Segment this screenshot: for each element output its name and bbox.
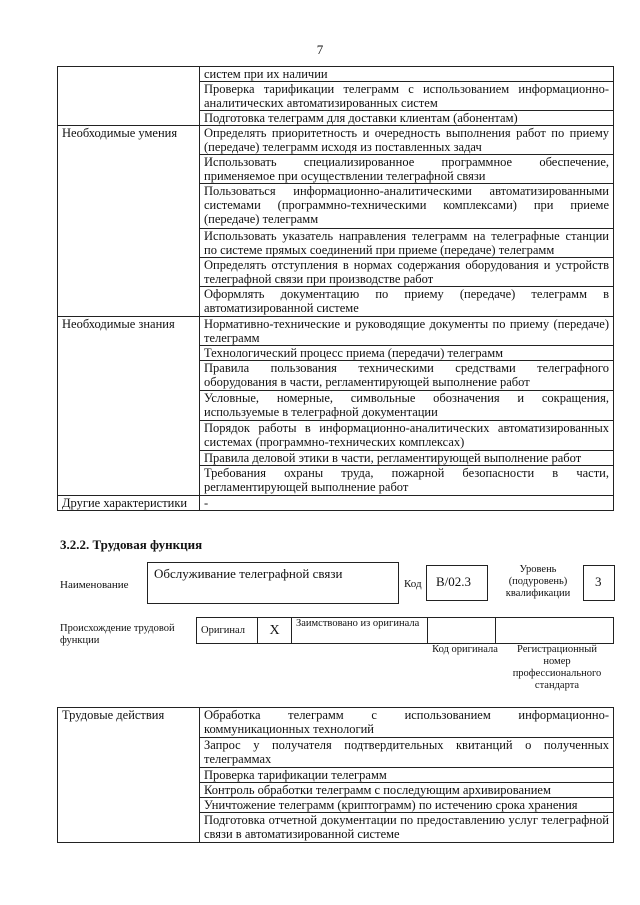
code-value: B/02.3 <box>436 574 472 589</box>
table-cell: - <box>200 496 614 511</box>
requirements-table <box>57 66 614 511</box>
table-cell: систем при их наличии <box>200 67 614 82</box>
labor-actions-table <box>57 707 614 843</box>
name-box <box>147 562 399 604</box>
reg-number-caption: Регистрационный номер профессионального стандарта <box>512 644 602 691</box>
table-cell: Условные, номерные, символьные обозначения и сокращения, используемые в телеграфной документации <box>200 391 614 421</box>
actions-label: Трудовые действия <box>58 708 200 843</box>
other-label: Другие характеристики <box>58 496 200 511</box>
table-cell: Уничтожение телеграмм (криптограмм) по истечению срока хранения <box>200 798 614 813</box>
knowledge-label: Необходимые знания <box>58 317 200 496</box>
page-number: 7 <box>316 42 324 57</box>
table-cell: Подготовка отчетной документации по предоставлению услуг телеграфной связи в автоматизированной системе <box>200 813 614 843</box>
origin-table <box>196 617 614 644</box>
table-cell: Оформлять документацию по приему (передаче) телеграмм в автоматизированной системе <box>200 287 614 317</box>
origin-label: Происхождение трудовой функции <box>60 623 175 646</box>
name-label: Наименование <box>60 579 129 591</box>
table-cell: Порядок работы в информационно-аналитических автоматизированных системах (программно-технических комплексах) <box>200 421 614 451</box>
table-cell: Правила пользования техническими средствами телеграфного оборудования в части, регламентирующей выполнение работ <box>200 361 614 391</box>
table-cell: Использовать указатель направления телеграмм на телеграфные станции по системе прямых соединений при приеме (передаче) телеграмм <box>200 229 614 258</box>
table-cell: Обработка телеграмм с использованием информационно-коммуникационных технологий <box>200 708 614 738</box>
table-cell: Запрос у получателя подтвердительных квитанций о полученных телеграммах <box>200 738 614 768</box>
origin-code-caption: Код оригинала <box>432 644 498 655</box>
level-value: 3 <box>595 574 602 589</box>
table-cell: Проверка тарификации телеграмм с использованием информационно-аналитических автоматизированных систем <box>200 82 614 111</box>
table-cell-empty <box>58 67 200 126</box>
original-mark: X <box>258 618 292 644</box>
table-cell: Использовать специализированное программное обеспечение, применяемое при осуществлении телеграфной связи <box>200 155 614 184</box>
table-cell: Правила деловой этики в части, регламентирующей выполнение работ <box>200 451 614 466</box>
section-heading: 3.2.2. Трудовая функция <box>60 537 203 552</box>
table-cell: Определять приоритетность и очередность выполнения работ по приему (передаче) телеграмм исходя из поставленных задач <box>200 126 614 155</box>
original-label: Оригинал <box>197 618 258 644</box>
table-cell: Определять отступления в нормах содержания оборудования и устройств телеграфной связи при производстве работ <box>200 258 614 287</box>
code-box <box>426 565 488 601</box>
origin-code-cell <box>428 618 496 644</box>
table-cell: Проверка тарификации телеграмм <box>200 768 614 783</box>
name-value: Обслуживание телеграфной связи <box>154 566 343 581</box>
reg-number-cell <box>496 618 614 644</box>
code-label: Код <box>404 578 422 590</box>
table-cell: Нормативно-технические и руководящие документы по приему (передаче) телеграмм <box>200 317 614 346</box>
table-cell: Требования охраны труда, пожарной безопасности в части, регламентирующей выполнение работ <box>200 466 614 496</box>
table-cell: Подготовка телеграмм для доставки клиентам (абонентам) <box>200 111 614 126</box>
table-cell: Контроль обработки телеграмм с последующим архивированием <box>200 783 614 798</box>
level-box <box>583 565 615 601</box>
table-cell: Технологический процесс приема (передачи) телеграмм <box>200 346 614 361</box>
borrowed-label: Заимствовано из оригинала <box>292 618 428 644</box>
skills-label: Необходимые умения <box>58 126 200 317</box>
table-cell: Пользоваться информационно-аналитическими автоматизированными системами (программно-техническими комплексами) при приеме (передаче) телеграмм <box>200 184 614 229</box>
level-label: Уровень (подуровень) квалификации <box>505 564 571 599</box>
